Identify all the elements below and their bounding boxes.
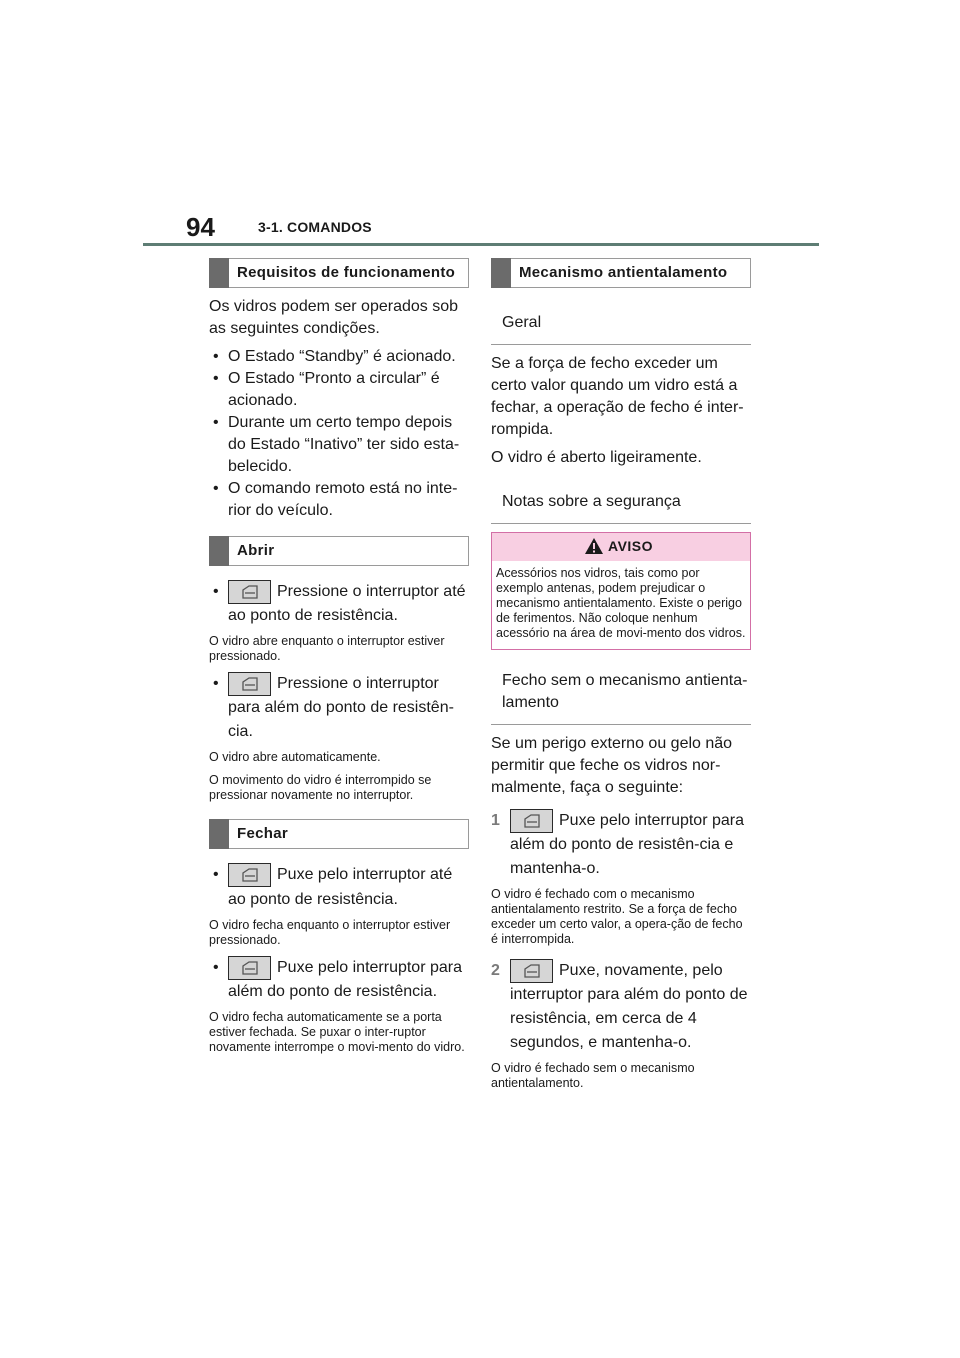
section-bar	[209, 819, 229, 849]
window-switch-icon	[510, 959, 553, 983]
section-heading-open	[209, 536, 469, 566]
step-text: Puxe pelo interruptor para além do ponto de resistência.	[228, 958, 462, 1000]
warning-header	[492, 533, 750, 561]
warning-text: Acessórios nos vidros, tais como por exemplo antenas, podem prejudicar o mecanismo antientalamento. Existe o perigo de ferimentos. Não coloque nenhum acessório na área de movi-mento dos vidros.	[496, 566, 746, 640]
subheading-general: Geral	[491, 302, 751, 345]
section-title: Fechar	[237, 825, 288, 843]
open-step-2	[209, 672, 469, 744]
page-number: 94	[186, 212, 215, 242]
section-title: Requisitos de funcionamento	[237, 264, 456, 281]
warning-box	[491, 532, 751, 650]
subheading-without-anti-trap: Fecho sem o mecanismo antienta-lamento	[491, 660, 751, 725]
right-column	[491, 258, 751, 1099]
bullet: •	[213, 675, 219, 693]
close-step-2	[209, 956, 469, 1004]
window-switch-icon	[228, 672, 271, 696]
step-text: Puxe pelo interruptor até ao ponto de resistência.	[228, 866, 453, 908]
bullet: •	[213, 866, 219, 884]
window-switch-icon	[228, 580, 271, 604]
general-paragraph: O vidro é aberto ligeiramente.	[491, 449, 702, 466]
warning-triangle-icon	[584, 537, 604, 555]
section-bar	[209, 536, 229, 566]
manual-step-2	[491, 959, 751, 1055]
window-switch-icon	[228, 863, 271, 887]
step-text: Pressione o interruptor até ao ponto de resistência.	[228, 583, 466, 625]
list-item: • Durante um certo tempo depois do Estado “Inativo” ter sido esta-belecido.	[209, 412, 469, 478]
step-number: 1	[491, 812, 500, 829]
note: O vidro abre automaticamente.	[209, 750, 381, 765]
bullet: •	[213, 583, 219, 600]
note: O vidro fecha automaticamente se a porta estiver fechada. Se puxar o inter-ruptor novamente interrompe o movi-mento do vidro.	[209, 1009, 465, 1054]
window-switch-icon	[510, 809, 553, 833]
step-number: 2	[491, 962, 500, 980]
section-heading-anti-trap	[491, 258, 751, 288]
manual-step-1	[491, 809, 751, 881]
note: O movimento do vidro é interrompido se pressionar novamente no interruptor.	[209, 773, 432, 803]
list-item: • O Estado “Standby” é acionado.	[209, 346, 469, 368]
note: O vidro é fechado com o mecanismo antientalamento restrito. Se a força de fecho exceder um certo valor, a opera-ção de fecho é interrompida.	[491, 887, 743, 947]
bullet: •	[213, 958, 219, 976]
open-step-1	[209, 580, 469, 628]
general-paragraph: Se a força de fecho exceder um certo valor quando um vidro está a fechar, a operação de fecho é inter-rompida.	[491, 355, 744, 438]
requirements-list	[209, 346, 469, 522]
chapter-title: 3-1. COMANDOS	[258, 219, 372, 235]
close-step-1	[209, 863, 469, 911]
window-switch-icon	[228, 956, 271, 980]
requirements-intro: Os vidros podem ser operados sob as seguintes condições.	[209, 298, 459, 337]
section-bar	[491, 258, 511, 288]
warning-label: AVISO	[608, 538, 654, 554]
note: O vidro é fechado sem o mecanismo antientalamento.	[491, 1061, 695, 1091]
left-column	[209, 258, 469, 1063]
without-paragraph: Se um perigo externo ou gelo não permitir que feche os vidros nor-malmente, faça o seguinte:	[491, 735, 733, 796]
step-text: Puxe, novamente, pelo interruptor para além do ponto de resistência, em cerca de 4 segundos, e mantenha-o.	[510, 962, 748, 1052]
header-rule	[143, 243, 819, 246]
section-title: Abrir	[237, 542, 275, 559]
note: O vidro abre enquanto o interruptor estiver pressionado.	[209, 634, 445, 664]
list-item: • O Estado “Pronto a circular” é acionado.	[209, 368, 469, 412]
step-text: Pressione o interruptor para além do ponto de resistên-cia.	[228, 675, 454, 741]
section-bar	[209, 258, 229, 288]
subheading-safety: Notas sobre a segurança	[491, 481, 751, 524]
step-text: Puxe pelo interruptor para além do ponto de resistên-cia e mantenha-o.	[510, 812, 744, 878]
note: O vidro fecha enquanto o interruptor estiver pressionado.	[209, 917, 451, 947]
section-title: Mecanismo antientalamento	[519, 264, 728, 281]
section-heading-close	[209, 819, 469, 849]
list-item: • O comando remoto está no inte-rior do veículo.	[209, 478, 469, 522]
section-heading-requirements	[209, 258, 469, 288]
